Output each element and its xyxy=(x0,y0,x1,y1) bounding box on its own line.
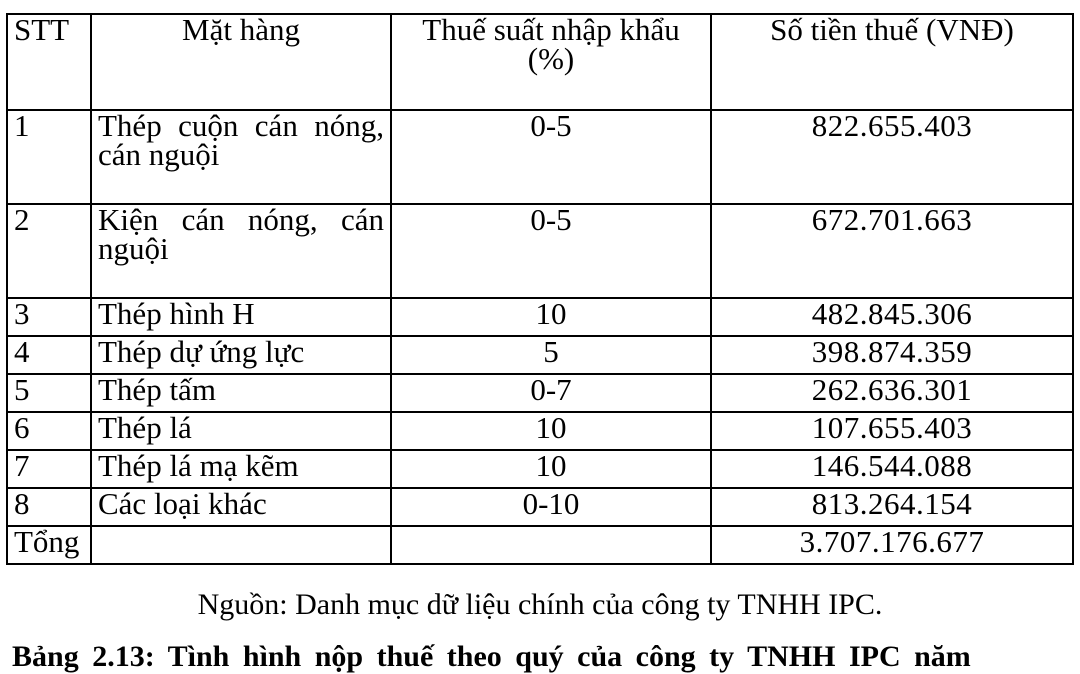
cell-tax: 672.701.663 xyxy=(711,204,1073,298)
table-row xyxy=(7,488,1073,526)
cell-rate: 10 xyxy=(391,450,711,488)
cell-tax: 146.544.088 xyxy=(711,450,1073,488)
table-header-row xyxy=(7,14,1073,110)
total-tax: 3.707.176.677 xyxy=(711,526,1073,564)
cell-stt: 3 xyxy=(7,298,91,336)
cell-item: Thép dự ứng lực xyxy=(91,336,391,374)
table-caption: Bảng 2.13: Tình hình nộp thuế theo quý của công ty TNHH IPC năm xyxy=(12,640,971,673)
cell-item: Thép lá xyxy=(91,412,391,450)
header-tax: Số tiền thuế (VNĐ) xyxy=(711,14,1073,110)
cell-rate: 0-5 xyxy=(391,204,711,298)
cell-tax: 398.874.359 xyxy=(711,336,1073,374)
cell-rate: 10 xyxy=(391,412,711,450)
cell-tax: 482.845.306 xyxy=(711,298,1073,336)
total-label: Tổng xyxy=(7,526,91,564)
table-row xyxy=(7,450,1073,488)
table-row xyxy=(7,336,1073,374)
table-row xyxy=(7,412,1073,450)
cell-item: Thép cuộn cán nóng, cán nguội xyxy=(91,110,391,204)
cell-item: Thép lá mạ kẽm xyxy=(91,450,391,488)
table-row xyxy=(7,374,1073,412)
cell-item: Kiện cán nóng, cán nguội xyxy=(91,204,391,298)
cell-tax: 813.264.154 xyxy=(711,488,1073,526)
table-row xyxy=(7,110,1073,204)
cell-tax: 822.655.403 xyxy=(711,110,1073,204)
cell-stt: 4 xyxy=(7,336,91,374)
cell-item: Thép hình H xyxy=(91,298,391,336)
cell-rate: 0-5 xyxy=(391,110,711,204)
tax-table xyxy=(6,13,1074,565)
header-stt: STT xyxy=(7,14,91,110)
cell-rate: 5 xyxy=(391,336,711,374)
cell-stt: 5 xyxy=(7,374,91,412)
source-note: Nguồn: Danh mục dữ liệu chính của công ty TNHH IPC. xyxy=(197,588,883,621)
header-item: Mặt hàng xyxy=(91,14,391,110)
table-row xyxy=(7,298,1073,336)
cell-rate: 0-7 xyxy=(391,374,711,412)
table-total-row xyxy=(7,526,1073,564)
cell-rate: 0-10 xyxy=(391,488,711,526)
header-rate: Thuế suất nhập khẩu (%) xyxy=(391,14,711,110)
cell-stt: 7 xyxy=(7,450,91,488)
cell-stt: 8 xyxy=(7,488,91,526)
cell-empty xyxy=(91,526,391,564)
cell-rate: 10 xyxy=(391,298,711,336)
table-row xyxy=(7,204,1073,298)
cell-stt: 1 xyxy=(7,110,91,204)
cell-item: Thép tấm xyxy=(91,374,391,412)
cell-tax: 262.636.301 xyxy=(711,374,1073,412)
cell-empty xyxy=(391,526,711,564)
cell-tax: 107.655.403 xyxy=(711,412,1073,450)
cell-item: Các loại khác xyxy=(91,488,391,526)
cell-stt: 2 xyxy=(7,204,91,298)
cell-stt: 6 xyxy=(7,412,91,450)
